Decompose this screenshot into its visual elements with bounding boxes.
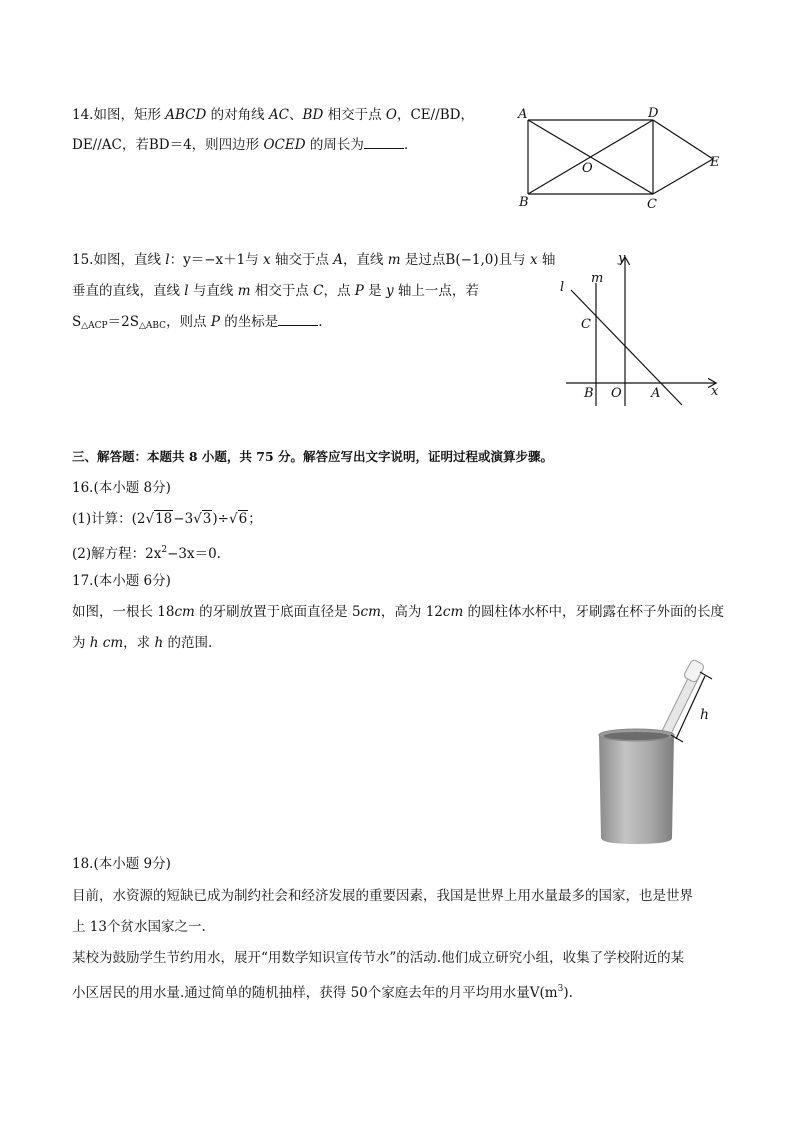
label-e: E bbox=[710, 155, 720, 170]
toothbrush bbox=[662, 659, 705, 736]
q17-line2: 为 h cm，求 h 的范围. bbox=[72, 635, 213, 651]
label-a: A bbox=[518, 107, 528, 122]
q16-part1: (1)计算：(2√18−3√3)÷√6； bbox=[72, 511, 262, 527]
label-b: B bbox=[519, 195, 529, 210]
q15-line2: 垂直的直线，直线 l 与直线 m 相交于点 C，点 P 是 y 轴上一点，若 bbox=[72, 283, 479, 299]
answer-blank bbox=[364, 136, 404, 149]
q15-figure bbox=[548, 250, 728, 410]
q17-line1: 如图，一根长 18cm 的牙刷放置于底面直径是 5cm，高为 12cm 的圆柱体水杯中，牙刷露在杯子外面的长度 bbox=[72, 604, 725, 620]
q18-header: 18.(本小题 9分) bbox=[72, 856, 171, 872]
cup-figure bbox=[590, 656, 730, 846]
q18-line2: 上 13个贫水国家之一. bbox=[72, 919, 206, 935]
label-y: y bbox=[618, 251, 626, 266]
label-c: C bbox=[647, 197, 657, 212]
cup bbox=[599, 729, 674, 844]
segment-de bbox=[653, 120, 713, 159]
q16-part2: (2)解方程：$2x^2-3x=0$. bbox=[72, 545, 221, 562]
q15-line1: 15.如图，直线 l：y＝−x＋1与 x 轴交于点 A，直线 m 是过点B(−1,0)且与 x 轴 bbox=[72, 252, 556, 268]
segment-ce bbox=[653, 159, 713, 194]
label-c: C bbox=[581, 317, 591, 332]
label-m: m bbox=[591, 271, 604, 286]
q15-line3: $S_{\triangle ACP}=2S_{\triangle ABC}$，则点 P 的坐标是 . bbox=[72, 314, 323, 331]
q17-header: 17.(本小题 6分) bbox=[72, 573, 171, 589]
q18-line1: 目前，水资源的短缺已成为制约社会和经济发展的重要因素，我国是世界上用水量最多的国家，也是世界 bbox=[72, 888, 693, 904]
label-l: l bbox=[560, 280, 565, 295]
q18-line4: 小区居民的用水量.通过简单的随机抽样，获得 50个家庭去年的月平均用水量$V(m^3)$. bbox=[72, 984, 573, 1001]
answer-blank bbox=[278, 313, 318, 326]
q18-line3: 某校为鼓励学生节约用水，展开“用数学知识宣传节水”的活动.他们成立研究小组，收集了学校附近的某 bbox=[72, 950, 685, 966]
label-o: O bbox=[582, 161, 593, 176]
label-h: h bbox=[700, 707, 710, 723]
section-heading: 三、解答题：本题共 8 小题，共 75 分。解答应写出文字说明，证明过程或演算步骤。 bbox=[72, 449, 554, 464]
q14-line1: 14.如图，矩形 ABCD 的对角线 AC、BD 相交于点 O，CE//BD， bbox=[72, 107, 474, 123]
label-d: D bbox=[648, 106, 659, 121]
label-b: B bbox=[584, 386, 594, 401]
label-a: A bbox=[651, 386, 661, 401]
q14-figure bbox=[510, 104, 730, 214]
q16-header: 16.(本小题 8分) bbox=[72, 480, 171, 496]
label-x: x bbox=[711, 384, 719, 399]
label-o: O bbox=[611, 386, 622, 401]
q14-line2: DE//AC，若BD＝4，则四边形 OCED 的周长为 . bbox=[72, 137, 409, 153]
